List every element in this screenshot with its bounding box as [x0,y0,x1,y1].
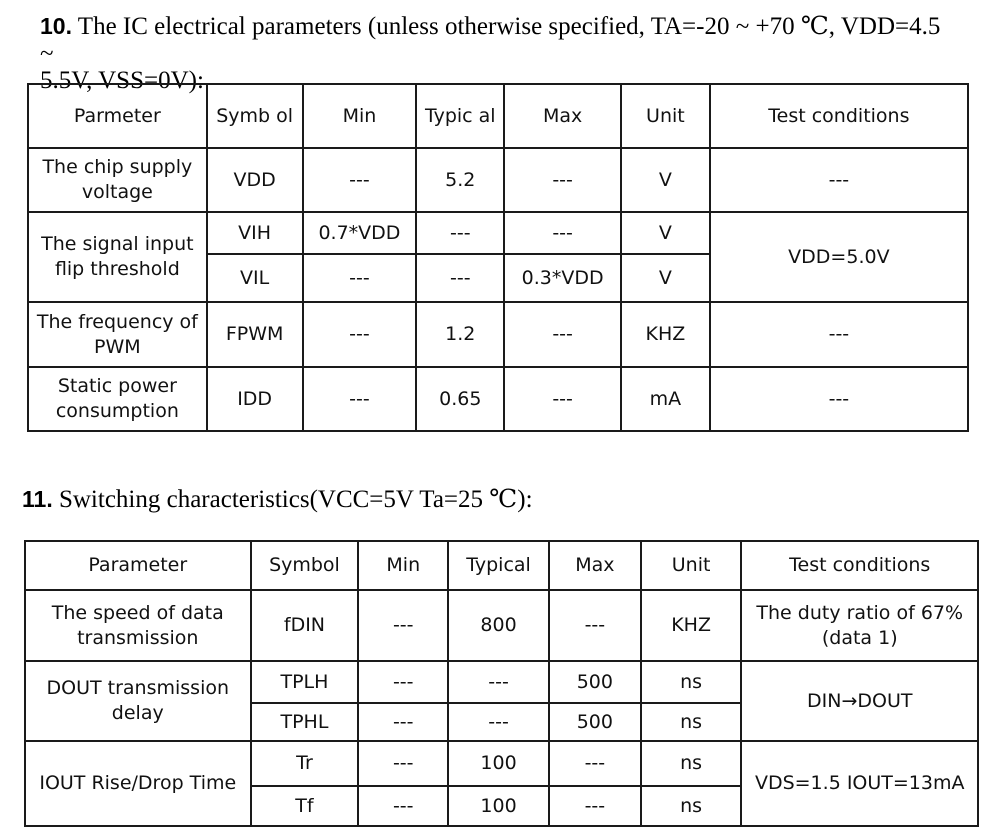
section-11-heading [22,486,922,513]
cell-parameter: IOUT Rise/Drop Time [25,741,251,826]
header-symbol: Symb ol [207,84,303,148]
cell-symbol: TPLH [251,661,359,703]
cell-min: --- [358,661,448,703]
table-header-row [25,541,978,590]
cell-symbol: Tr [251,741,359,786]
cell-parameter: The frequency of PWM [28,302,207,367]
cell-max: --- [504,148,621,212]
cell-typical: 100 [448,786,549,826]
cell-max: --- [549,590,641,661]
header-test-conditions: Test conditions [741,541,978,590]
header-parameter: Parmeter [28,84,207,148]
cell-unit: ns [641,786,742,826]
cell-unit: ns [641,703,742,741]
cell-min: --- [303,302,417,367]
cell-symbol: TPHL [251,703,359,741]
cell-typical: 100 [448,741,549,786]
cell-unit: KHZ [621,302,710,367]
cell-symbol: IDD [207,367,303,431]
cell-min: --- [358,590,448,661]
cell-max: --- [504,367,621,431]
electrical-parameters-table [27,83,969,432]
cell-test-conditions: --- [710,148,968,212]
cell-typical: 5.2 [416,148,504,212]
cell-unit: V [621,212,710,254]
cell-test-conditions: VDD=5.0V [710,212,968,302]
cell-min: --- [303,148,417,212]
cell-test-conditions: --- [710,367,968,431]
header-max: Max [549,541,641,590]
switching-characteristics-table [24,540,979,827]
header-typical: Typic al [416,84,504,148]
cell-test-conditions: DIN→DOUT [741,661,978,741]
cell-test-conditions: VDS=1.5 IOUT=13mA [741,741,978,826]
cell-parameter: Static power consumption [28,367,207,431]
cell-max: 500 [549,661,641,703]
cell-typical: --- [448,661,549,703]
cell-parameter: DOUT transmission delay [25,661,251,741]
cell-parameter: The signal input flip threshold [28,212,207,302]
cell-unit: V [621,148,710,212]
table-row [28,302,968,367]
header-typical: Typical [448,541,549,590]
table-row [28,212,968,254]
cell-min: --- [303,254,417,302]
header-symbol: Symbol [251,541,359,590]
section-10-title-line2: 5.5V, VSS=0V): [40,67,204,94]
cell-max: --- [504,212,621,254]
table-row [28,148,968,212]
section-11-title: Switching characteristics(VCC=5V Ta=25 ℃): [58,486,533,513]
section-10-title-line1: The IC electrical parameters (unless otherwise specified, TA=-20 ~ +70 ℃, VDD=4.5 ~ [40,13,941,67]
section-10-heading [40,13,960,94]
cell-max: --- [549,741,641,786]
cell-symbol: Tf [251,786,359,826]
section-11-number: 11. [22,486,53,512]
cell-symbol: VIL [207,254,303,302]
cell-min: --- [358,786,448,826]
cell-max: --- [504,302,621,367]
cell-symbol: VDD [207,148,303,212]
cell-symbol: FPWM [207,302,303,367]
header-min: Min [358,541,448,590]
cell-min: --- [358,703,448,741]
cell-typical: 800 [448,590,549,661]
header-unit: Unit [621,84,710,148]
table-header-row [28,84,968,148]
header-min: Min [303,84,417,148]
cell-typical: 0.65 [416,367,504,431]
table-row [28,367,968,431]
cell-max: --- [549,786,641,826]
cell-typical: --- [416,212,504,254]
header-max: Max [504,84,621,148]
cell-symbol: VIH [207,212,303,254]
cell-max: 500 [549,703,641,741]
cell-unit: ns [641,661,742,703]
header-unit: Unit [641,541,742,590]
cell-parameter: The speed of data transmission [25,590,251,661]
cell-unit: KHZ [641,590,742,661]
cell-unit: V [621,254,710,302]
table-row [25,661,978,703]
header-test-conditions: Test conditions [710,84,968,148]
cell-parameter: The chip supply voltage [28,148,207,212]
cell-symbol: fDIN [251,590,359,661]
cell-min: --- [358,741,448,786]
table-row [25,741,978,786]
cell-typical: 1.2 [416,302,504,367]
cell-max: 0.3*VDD [504,254,621,302]
cell-min: --- [303,367,417,431]
cell-unit: ns [641,741,742,786]
section-10-number: 10. [40,13,72,39]
cell-min: 0.7*VDD [303,212,417,254]
cell-test-conditions: The duty ratio of 67% (data 1) [741,590,978,661]
cell-typical: --- [448,703,549,741]
table-row [25,590,978,661]
cell-test-conditions: --- [710,302,968,367]
header-parameter: Parameter [25,541,251,590]
cell-unit: mA [621,367,710,431]
cell-typical: --- [416,254,504,302]
